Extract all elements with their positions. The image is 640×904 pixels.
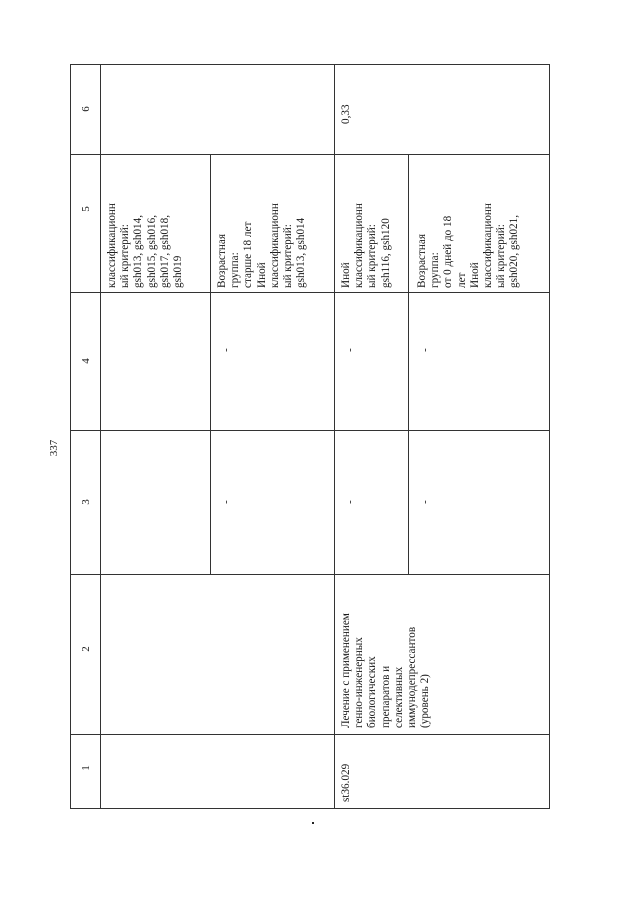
- header-row-border: [100, 64, 101, 808]
- table-left-border: [70, 64, 71, 808]
- row-2-subrow-1-col4: -: [344, 348, 356, 352]
- text-line: gsh017, gsh018,: [158, 214, 171, 288]
- column-2-border: [70, 734, 550, 735]
- text-line: gsh020, gsh021,: [508, 214, 521, 288]
- column-header-6: 6: [80, 106, 92, 112]
- text-line: gsh013, gsh014: [295, 217, 308, 288]
- coefficient-value: 0,33: [340, 104, 352, 124]
- text-line: группа:: [429, 252, 442, 288]
- text-line: ый критерий:: [366, 224, 379, 288]
- group-code: st36.029: [340, 763, 352, 802]
- table-top-border: [70, 64, 550, 65]
- text-line: старше 18 лет: [242, 221, 255, 288]
- column-header-3: 3: [80, 499, 92, 505]
- text-line: Иной: [468, 262, 481, 288]
- row-2-subrow-2-col3: -: [419, 500, 431, 504]
- column-4-border: [70, 430, 550, 431]
- text-line: gsh013, gsh014,: [132, 214, 145, 288]
- text-line: генно-инженерных: [353, 637, 366, 728]
- text-line: лет: [455, 272, 468, 288]
- row-1-subrow-2-col4: -: [220, 348, 232, 352]
- text-line: gsh019: [172, 255, 185, 288]
- header-column-6-border: [70, 154, 550, 155]
- text-line: препаратов и: [379, 665, 392, 728]
- text-line: gsh116, gsh120: [379, 218, 392, 288]
- text-line: Иной: [255, 262, 268, 288]
- text-line: Лечение с применением: [340, 613, 352, 728]
- text-line: биологических: [366, 656, 379, 728]
- column-5-border: [70, 292, 550, 293]
- text-line: иммунодепрессантов: [406, 626, 419, 728]
- text-line: группа:: [229, 252, 242, 288]
- scan-mark: [312, 822, 314, 824]
- text-line: классификационн: [268, 203, 281, 288]
- text-line: gsh015, gsh016,: [145, 214, 158, 288]
- text-line: Возрастная: [216, 234, 228, 288]
- column-header-1: 1: [80, 765, 92, 771]
- row-1-subrow-2-col3: -: [220, 500, 232, 504]
- text-line: ый критерий:: [282, 224, 295, 288]
- text-line: классификационн: [353, 203, 366, 288]
- text-line: от 0 дней до 18: [442, 215, 455, 288]
- table-right-border: [549, 64, 550, 808]
- subrow-divider-2: [408, 154, 409, 574]
- row-2-subrow-2-col4: -: [419, 348, 431, 352]
- column-header-5: 5: [80, 206, 92, 212]
- text-line: Иной: [340, 262, 352, 288]
- subrow-divider-1: [210, 154, 211, 574]
- column-header-4: 4: [80, 358, 92, 364]
- text-line: Возрастная: [416, 234, 428, 288]
- row-2-subrow-1-col3: -: [344, 500, 356, 504]
- text-line: ый критерий:: [119, 224, 132, 288]
- column-3-border: [70, 574, 550, 575]
- text-line: селективных: [392, 666, 405, 728]
- page-number: 337: [48, 439, 60, 457]
- text-line: ый критерий:: [495, 224, 508, 288]
- column-header-2: 2: [80, 646, 92, 652]
- row-divider: [334, 64, 335, 808]
- text-line: (уровень 2): [419, 674, 432, 728]
- text-line: классификационн: [106, 203, 118, 288]
- text-line: классификационн: [482, 203, 495, 288]
- table-bottom-border: [70, 808, 550, 809]
